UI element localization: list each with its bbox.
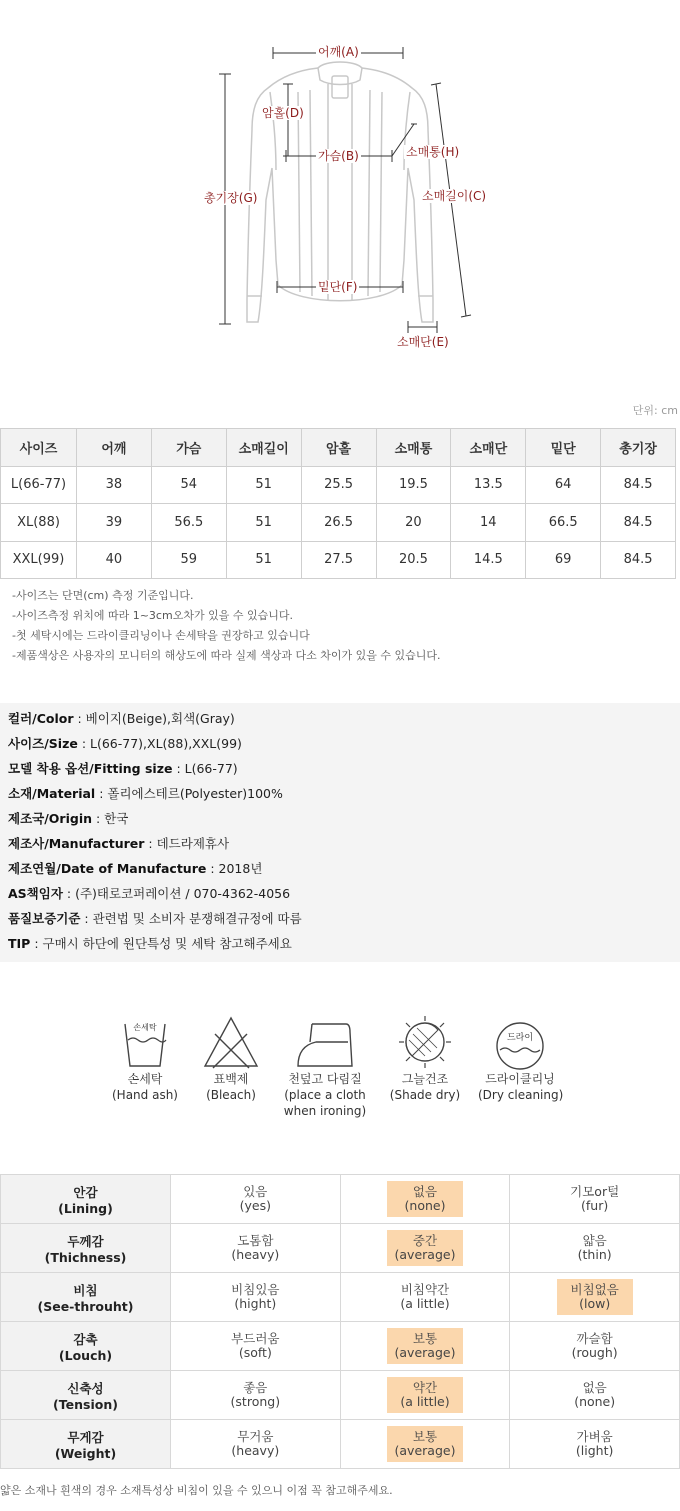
header-cell: 소매길이: [226, 429, 301, 467]
size-value-cell: 84.5: [601, 504, 676, 542]
fabric-option-en: (none): [404, 1198, 446, 1213]
info-value: : 관련법 및 소비자 분쟁해결규정에 따름: [80, 911, 302, 926]
fabric-option-ko: 얇음: [582, 1233, 607, 1248]
size-value-cell: 64: [526, 466, 601, 504]
fabric-option-ko: 무거움: [237, 1429, 274, 1444]
header-cell: 밑단: [526, 429, 601, 467]
fabric-option-cell: [171, 1224, 341, 1273]
header-cell: 총기장: [601, 429, 676, 467]
info-value: : 한국: [92, 811, 129, 826]
fabric-option-cell: [340, 1273, 510, 1322]
size-value-cell: 51: [226, 466, 301, 504]
fabric-option-cell: [171, 1371, 341, 1420]
fabric-option-selected: [387, 1328, 463, 1364]
info-key: 제조사/Manufacturer: [8, 836, 145, 851]
info-key: 모델 착용 옵션/Fitting size: [8, 761, 173, 776]
fabric-option-ko: 기모or털: [570, 1184, 620, 1199]
care-dry-cleaning: [478, 1012, 562, 1102]
info-value: : (주)태로코퍼레이션 / 070-4362-4056: [62, 886, 291, 901]
fabric-property-en: (See-throuht): [37, 1298, 134, 1314]
fabric-option-ko: 보통: [412, 1331, 438, 1346]
fabric-option-ko: 부드러움: [231, 1331, 280, 1346]
fabric-option-cell: [510, 1420, 680, 1469]
care-hand-wash-ko: 손세탁: [127, 1072, 163, 1086]
fabric-property-name: [1, 1371, 171, 1420]
label-sleeve-length: 소매길이(C): [422, 189, 487, 203]
fabric-option-cell: [510, 1175, 680, 1224]
fabric-option-en: (average): [394, 1443, 456, 1458]
info-row: [8, 856, 680, 881]
header-cell: 사이즈: [1, 429, 77, 467]
fabric-option-cell: [340, 1224, 510, 1273]
size-row: [1, 466, 676, 504]
fabric-property-name: [1, 1273, 171, 1322]
size-value-cell: 51: [226, 504, 301, 542]
fabric-option-en: (soft): [238, 1345, 272, 1360]
size-table: [0, 428, 676, 579]
care-hand-wash-en: (Hand ash): [112, 1088, 178, 1102]
care-bleach-en: (Bleach): [206, 1088, 256, 1102]
size-value-cell: 25.5: [301, 466, 376, 504]
fabric-option-en: (low): [579, 1296, 611, 1311]
care-iron-en: (place a cloth: [284, 1088, 366, 1102]
fabric-option-cell: [510, 1322, 680, 1371]
fabric-option-cell: [171, 1420, 341, 1469]
fabric-option: [231, 1328, 279, 1364]
fabric-properties-table: [0, 1174, 680, 1469]
fabric-option-cell: [510, 1371, 680, 1420]
fabric-property-ko: 비침: [73, 1282, 98, 1298]
fabric-property-en: (Lining): [58, 1200, 113, 1216]
label-chest: 가슴(B): [318, 149, 359, 163]
size-value-cell: 51: [226, 541, 301, 579]
fabric-option: [231, 1426, 279, 1462]
fabric-option-ko: 보통: [412, 1429, 438, 1444]
info-value: : 데드라제휴사: [144, 836, 230, 851]
care-iron: [280, 1012, 370, 1118]
label-total-length: 총기장(G): [204, 191, 258, 205]
shirt-drawing: [0, 0, 680, 395]
fabric-option-cell: [510, 1273, 680, 1322]
label-cuff: 소매단(E): [397, 335, 449, 349]
size-value-cell: 19.5: [376, 466, 451, 504]
fabric-option: [576, 1426, 613, 1462]
info-key: 제조국/Origin: [8, 811, 92, 826]
fabric-row: [1, 1224, 680, 1273]
size-value-cell: 84.5: [601, 541, 676, 579]
label-sleeve-width: 소매통(H): [406, 145, 460, 159]
size-row: [1, 541, 676, 579]
fabric-property-ko: 신축성: [67, 1380, 104, 1396]
fabric-option-en: (hight): [234, 1296, 277, 1311]
size-diagram: [0, 0, 680, 395]
fabric-property-name: [1, 1322, 171, 1371]
size-value-cell: 20: [376, 504, 451, 542]
label-armhole: 암홀(D): [262, 106, 304, 120]
size-value-cell: 59: [151, 541, 226, 579]
size-notes: [12, 586, 440, 666]
fabric-option: [400, 1279, 449, 1315]
product-info: [0, 703, 680, 962]
care-bleach: [196, 1012, 266, 1102]
info-value: : L(66-77): [172, 761, 238, 776]
care-dry-en: (Dry cleaning): [478, 1088, 564, 1102]
note-line: -제품색상은 사용자의 모니터의 해상도에 따라 실제 색상과 다소 차이가 있을 수 있습니다.: [12, 649, 441, 662]
fabric-option-cell: [340, 1420, 510, 1469]
info-row: [8, 806, 680, 831]
info-key: 품질보증기준: [8, 911, 81, 926]
note-line: -사이즈는 단면(cm) 측정 기준입니다.: [12, 589, 194, 602]
info-value: : 구매시 하단에 원단특성 및 세탁 참고해주세요: [30, 936, 292, 951]
hand-wash-icon: [120, 1012, 170, 1070]
label-shoulder: 어깨(A): [318, 45, 359, 59]
fabric-option-cell: [340, 1322, 510, 1371]
fabric-option-en: (fur): [581, 1198, 609, 1213]
care-hand-wash: [110, 1012, 180, 1102]
fabric-property-name: [1, 1175, 171, 1224]
header-cell: 소매통: [376, 429, 451, 467]
fabric-property-ko: 무게감: [67, 1429, 104, 1445]
info-row: [8, 781, 680, 806]
footer-note: 얇은 소재나 흰색의 경우 소재특성상 비침이 있을 수 있으니 이점 꼭 참고해주세요.: [0, 1484, 393, 1497]
size-value-cell: 66.5: [526, 504, 601, 542]
fabric-option-selected: [387, 1377, 463, 1413]
fabric-option: [231, 1377, 281, 1413]
fabric-row: [1, 1175, 680, 1224]
header-cell: 어깨: [77, 429, 152, 467]
care-bleach-ko: 표백제: [213, 1072, 249, 1086]
iron-icon: [292, 1012, 358, 1070]
care-dry-ko: 드라이클리닝: [485, 1072, 555, 1086]
fabric-option-ko: 비침약간: [400, 1282, 450, 1297]
fabric-option-ko: 비침있음: [231, 1282, 280, 1297]
fabric-option-cell: [171, 1273, 341, 1322]
fabric-option-cell: [340, 1371, 510, 1420]
fabric-option-en: (yes): [239, 1198, 271, 1213]
info-row: [8, 931, 680, 956]
info-row: [8, 831, 680, 856]
care-instructions: [0, 1012, 680, 1142]
fabric-property-en: (Thichness): [44, 1249, 127, 1265]
care-iron-ko: 천덮고 다림질: [288, 1072, 362, 1086]
care-shade-en: (Shade dry): [389, 1088, 461, 1102]
info-value: : L(66-77),XL(88),XXL(99): [77, 736, 242, 751]
info-value: : 2018년: [206, 861, 263, 876]
size-name-cell: XXL(99): [1, 541, 77, 579]
fabric-option-cell: [340, 1175, 510, 1224]
fabric-property-en: (Louch): [58, 1347, 113, 1363]
fabric-option-en: (a little): [400, 1394, 450, 1409]
fabric-option-en: (heavy): [231, 1443, 280, 1458]
fabric-option-selected: [387, 1230, 463, 1266]
no-bleach-icon: [201, 1012, 261, 1070]
fabric-option-en: (heavy): [231, 1247, 280, 1262]
info-key: TIP: [8, 936, 31, 951]
size-table-header: [1, 429, 676, 467]
size-value-cell: 13.5: [451, 466, 526, 504]
note-line: -사이즈측정 위치에 따라 1~3cm오차가 있을 수 있습니다.: [12, 609, 293, 622]
fabric-property-ko: 두께감: [67, 1233, 104, 1249]
info-value: : 폴리에스테르(Polyester)100%: [95, 786, 283, 801]
fabric-option: [240, 1181, 271, 1217]
fabric-property-ko: 감촉: [73, 1331, 98, 1347]
size-value-cell: 38: [77, 466, 152, 504]
size-row: [1, 504, 676, 542]
fabric-option-ko: 약간: [412, 1380, 438, 1395]
info-row: [8, 881, 680, 906]
fabric-option-en: (light): [575, 1443, 614, 1458]
fabric-option-ko: 비침없음: [570, 1282, 619, 1297]
size-value-cell: 14.5: [451, 541, 526, 579]
fabric-option-ko: 가벼움: [576, 1429, 613, 1444]
fabric-option-ko: 도톰함: [237, 1233, 274, 1248]
header-cell: 가슴: [151, 429, 226, 467]
size-value-cell: 40: [77, 541, 152, 579]
hand-wash-icon-text: 손세탁: [133, 1023, 157, 1032]
fabric-option-cell: [171, 1322, 341, 1371]
info-key: AS책임자: [8, 886, 63, 901]
header-cell: 암홀: [301, 429, 376, 467]
fabric-option-en: (none): [574, 1394, 616, 1409]
fabric-option-en: (a little): [400, 1296, 450, 1311]
fabric-option-cell: [510, 1224, 680, 1273]
dry-cleaning-icon: [492, 1012, 548, 1070]
fabric-row: [1, 1322, 680, 1371]
care-shade-ko: 그늘건조: [401, 1072, 449, 1086]
size-value-cell: 56.5: [151, 504, 226, 542]
size-value-cell: 39: [77, 504, 152, 542]
size-value-cell: 14: [451, 504, 526, 542]
info-key: 사이즈/Size: [8, 736, 78, 751]
size-name-cell: XL(88): [1, 504, 77, 542]
fabric-property-en: (Weight): [54, 1445, 117, 1461]
size-value-cell: 26.5: [301, 504, 376, 542]
fabric-option-en: (thin): [577, 1247, 612, 1262]
fabric-option-ko: 없음: [412, 1184, 438, 1199]
care-iron-en-2: when ironing): [283, 1104, 367, 1118]
fabric-option-selected: [387, 1181, 463, 1217]
size-value-cell: 69: [526, 541, 601, 579]
fabric-option-en: (strong): [230, 1394, 281, 1409]
dry-cleaning-icon-text: 드라이: [506, 1033, 534, 1043]
info-value: : 베이지(Beige),회색(Gray): [73, 711, 235, 726]
note-line: -첫 세탁시에는 드라이클리닝이나 손세탁을 권장하고 있습니다: [12, 629, 310, 642]
unit-label: 단위: cm: [632, 404, 678, 417]
fabric-option-cell: [171, 1175, 341, 1224]
fabric-option-en: (rough): [571, 1345, 618, 1360]
fabric-option-en: (average): [394, 1247, 456, 1262]
fabric-option: [574, 1377, 615, 1413]
fabric-option: [231, 1230, 279, 1266]
size-value-cell: 84.5: [601, 466, 676, 504]
fabric-option-en: (average): [394, 1345, 456, 1360]
size-name-cell: L(66-77): [1, 466, 77, 504]
info-row: [8, 906, 680, 931]
fabric-option: [231, 1279, 279, 1315]
size-value-cell: 27.5: [301, 541, 376, 579]
info-key: 제조연월/Date of Manufacture: [8, 861, 207, 876]
fabric-option-selected: [387, 1426, 463, 1462]
fabric-option-ko: 있음: [243, 1184, 268, 1199]
label-hem: 밑단(F): [318, 280, 358, 294]
fabric-option: [578, 1230, 612, 1266]
info-key: 소재/Material: [8, 786, 96, 801]
fabric-property-name: [1, 1420, 171, 1469]
fabric-row: [1, 1273, 680, 1322]
shade-dry-icon: [395, 1012, 455, 1070]
fabric-property-name: [1, 1224, 171, 1273]
header-cell: 소매단: [451, 429, 526, 467]
fabric-option-ko: 없음: [582, 1380, 607, 1395]
size-value-cell: 20.5: [376, 541, 451, 579]
fabric-option-ko: 까슬함: [576, 1331, 613, 1346]
fabric-property-ko: 안감: [73, 1184, 98, 1200]
fabric-property-en: (Tension): [53, 1396, 118, 1412]
info-row: [8, 706, 680, 731]
info-row: [8, 756, 680, 781]
fabric-option-ko: 중간: [412, 1233, 438, 1248]
care-shade-dry: [388, 1012, 462, 1102]
info-row: [8, 731, 680, 756]
info-key: 컬러/Color: [8, 711, 74, 726]
fabric-option: [572, 1328, 618, 1364]
fabric-row: [1, 1420, 680, 1469]
fabric-option: [570, 1181, 619, 1217]
fabric-option-ko: 좋음: [243, 1380, 268, 1395]
size-value-cell: 54: [151, 466, 226, 504]
fabric-option-selected: [557, 1279, 633, 1315]
fabric-row: [1, 1371, 680, 1420]
